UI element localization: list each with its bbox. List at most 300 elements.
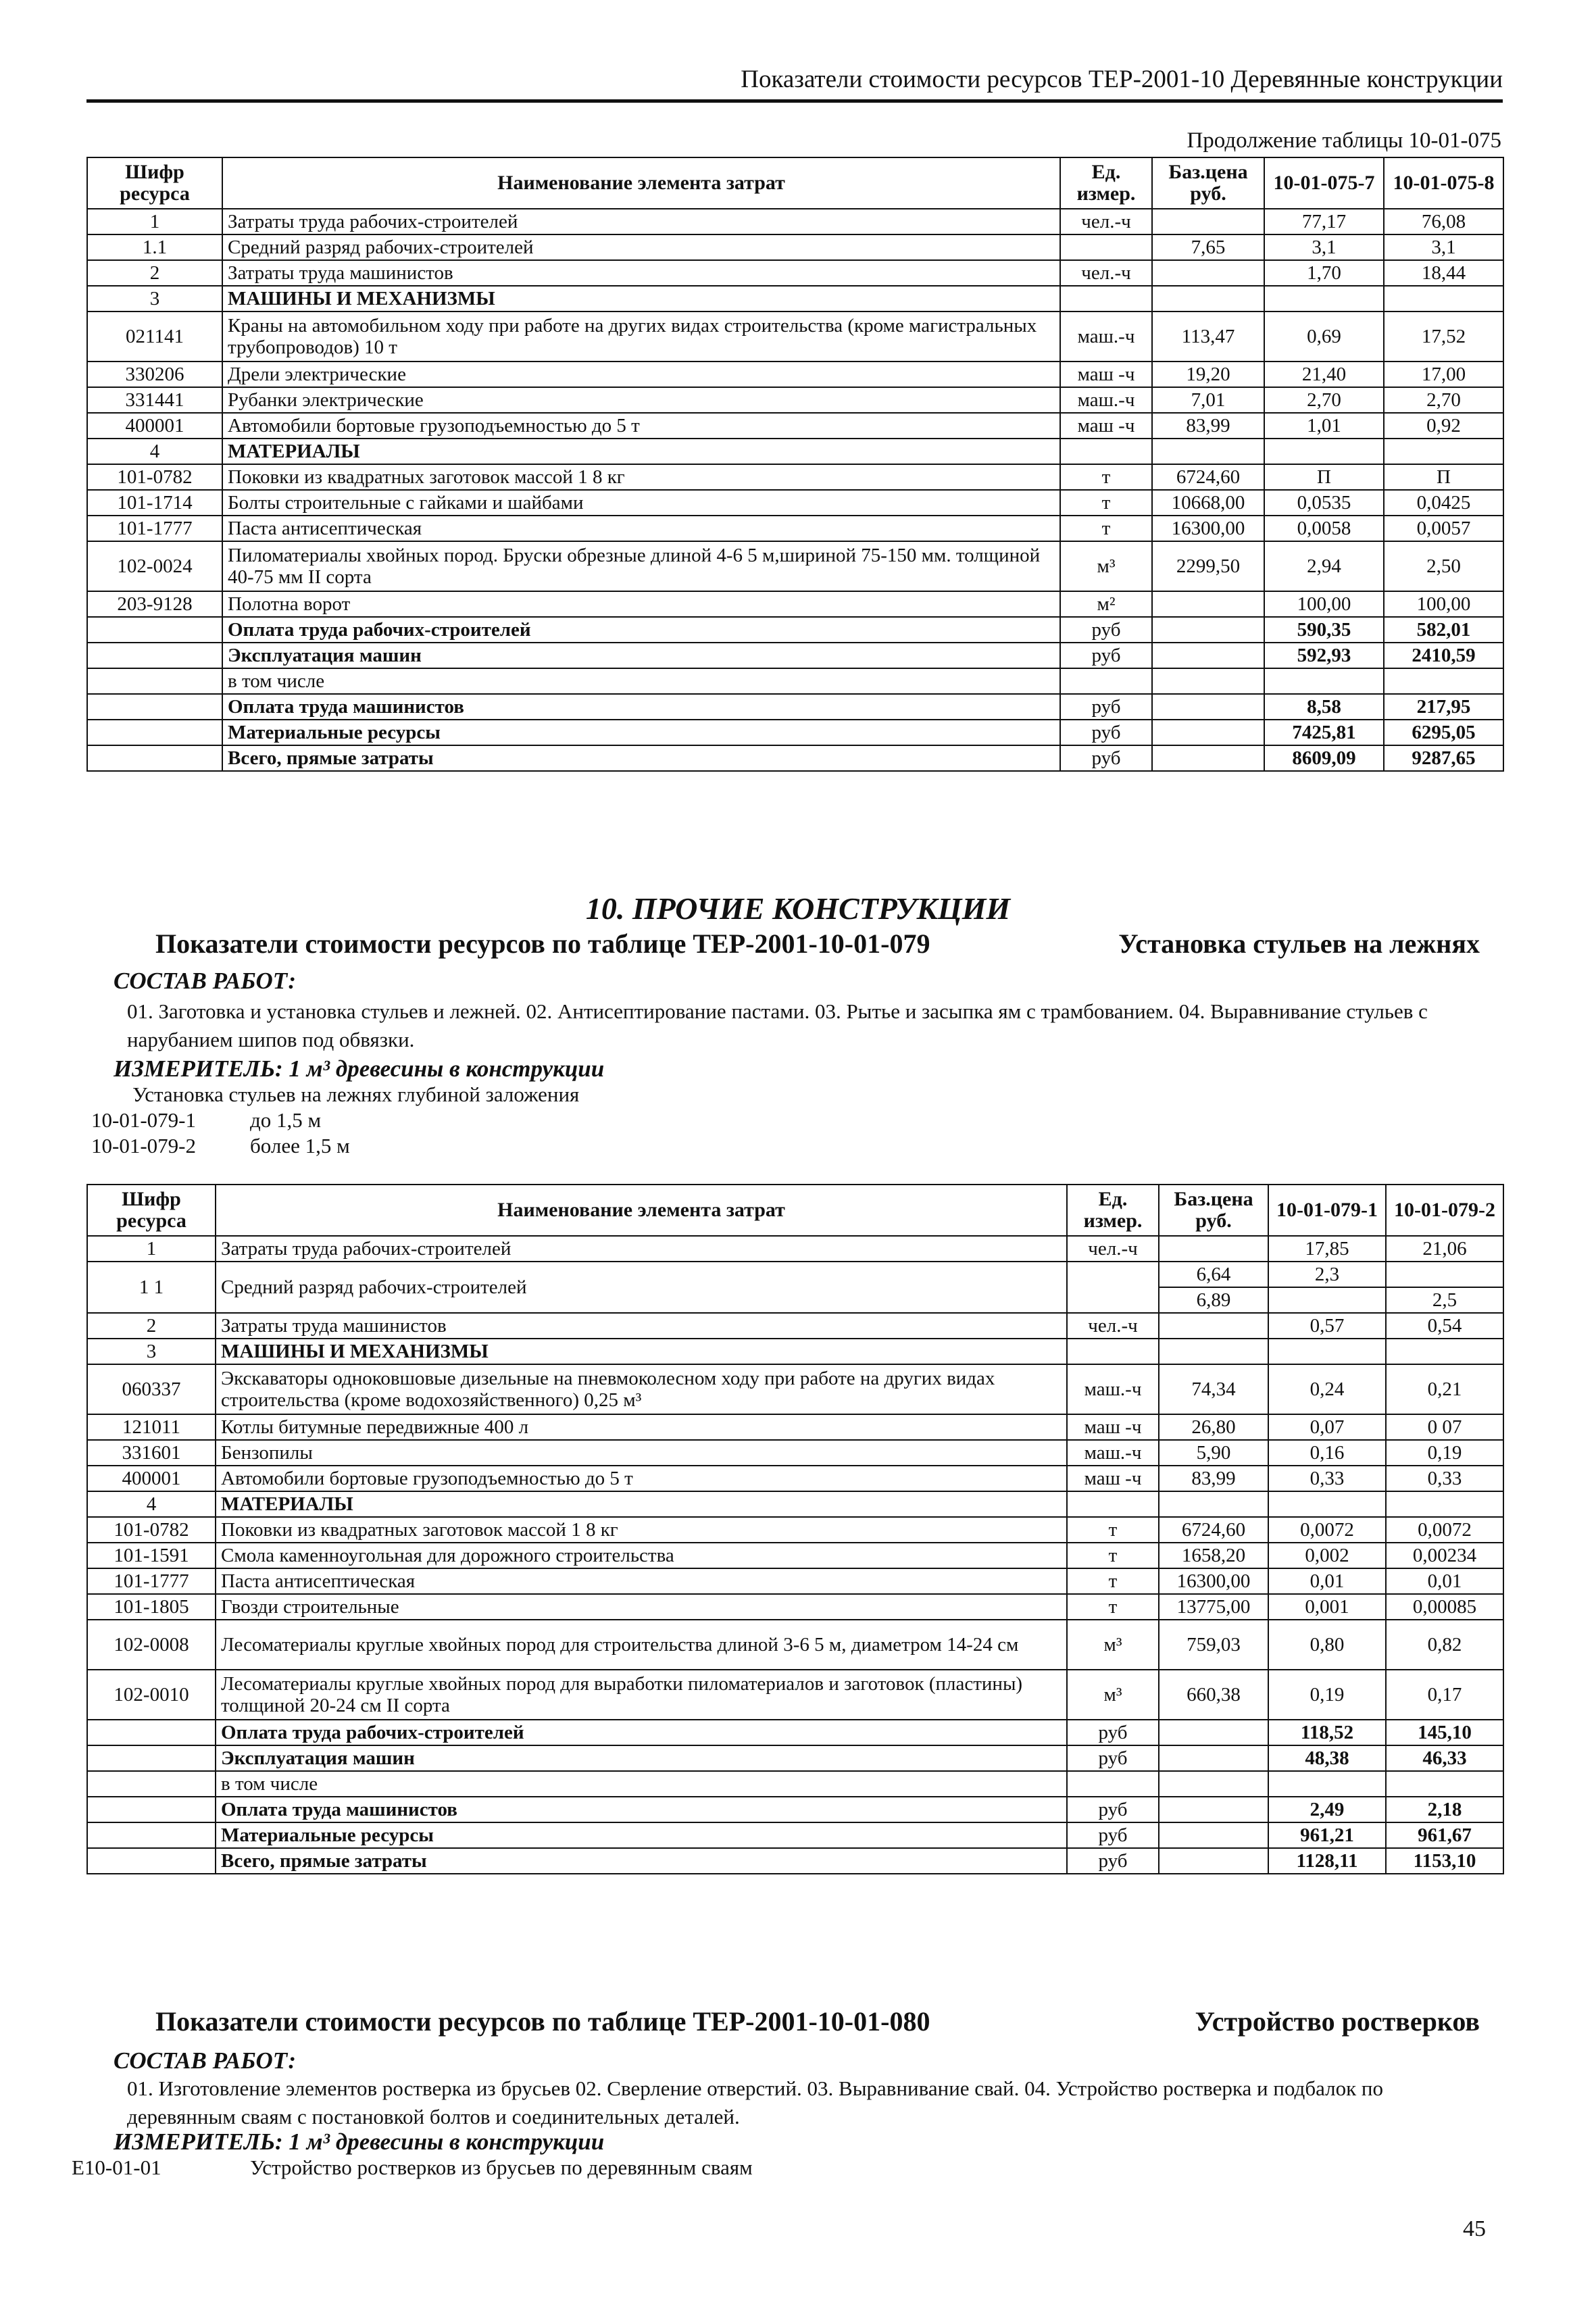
table-cell: 0,21 (1386, 1364, 1503, 1414)
table-cell (1152, 617, 1264, 643)
table-cell (1060, 668, 1152, 694)
table-cell (1159, 1745, 1268, 1771)
table-cell: Автомобили бортовые грузоподъемностью до 5 т (222, 413, 1060, 439)
column-header: Баз.цена руб. (1152, 157, 1264, 209)
table-cell: Паста антисептическая (216, 1568, 1067, 1594)
table-cell (1067, 1262, 1159, 1313)
column-header: Шифр ресурса (87, 1185, 216, 1236)
table-cell (1159, 1797, 1268, 1822)
table-cell: 660,38 (1159, 1670, 1268, 1720)
table-row (87, 260, 1503, 286)
table-cell: МАШИНЫ И МЕХАНИЗМЫ (222, 286, 1060, 312)
table-cell: маш.-ч (1067, 1364, 1159, 1414)
table-cell: 2 (87, 260, 222, 286)
table-cell: 7425,81 (1264, 720, 1384, 745)
table-row (87, 286, 1503, 312)
table-cell: Эксплуатация машин (216, 1745, 1067, 1771)
table-cell (1159, 1848, 1268, 1874)
resource-table-079 (86, 1184, 1504, 1874)
table-cell: 330206 (87, 362, 222, 387)
table-cell: 77,17 (1264, 209, 1384, 234)
table-cell: Затраты труда машинистов (216, 1313, 1067, 1339)
table-cell (1067, 1339, 1159, 1364)
table-cell: 0,0425 (1384, 490, 1503, 516)
table-cell: 2,49 (1268, 1797, 1386, 1822)
table-cell (1159, 1236, 1268, 1262)
table-header-row (87, 157, 1503, 209)
table-cell: 0,0058 (1264, 516, 1384, 541)
table-cell: 331601 (87, 1440, 216, 1466)
table-cell: маш -ч (1060, 413, 1152, 439)
table-cell: 118,52 (1268, 1720, 1386, 1745)
table-cell (1264, 286, 1384, 312)
table-cell: 8,58 (1264, 694, 1384, 720)
table-cell: 13775,00 (1159, 1594, 1268, 1620)
table-row (87, 1543, 1503, 1568)
column-header: Ед. измер. (1067, 1185, 1159, 1236)
table-cell: маш -ч (1067, 1466, 1159, 1491)
table-cell (1152, 694, 1264, 720)
table-cell (1152, 209, 1264, 234)
table-cell (1268, 1771, 1386, 1797)
table-title-text: Показатели стоимости ресурсов по таблице ТЕР-2001-10-01-080 (155, 2006, 930, 2037)
table-cell: 2410,59 (1384, 643, 1503, 668)
table-cell: 10668,00 (1152, 490, 1264, 516)
table-cell: 0,17 (1386, 1670, 1503, 1720)
table-cell: т (1060, 464, 1152, 490)
table-cell: 102-0010 (87, 1670, 216, 1720)
table-cell (1152, 439, 1264, 464)
table-cell: руб (1060, 720, 1152, 745)
table-cell (1159, 1822, 1268, 1848)
table-row (87, 1491, 1503, 1517)
meter-label: ИЗМЕРИТЕЛЬ: 1 м³ древесины в конструкции (114, 1055, 605, 1082)
table-cell: 16300,00 (1159, 1568, 1268, 1594)
table-cell (87, 643, 222, 668)
table-cell (87, 1745, 216, 1771)
table-row (87, 234, 1503, 260)
table-cell: МАШИНЫ И МЕХАНИЗМЫ (216, 1339, 1067, 1364)
column-header: 10-01-075-7 (1264, 157, 1384, 209)
column-header: 10-01-079-1 (1268, 1185, 1386, 1236)
table-row (87, 362, 1503, 387)
table-cell: в том числе (216, 1771, 1067, 1797)
table-cell: м³ (1067, 1620, 1159, 1670)
table-cell: Оплата труда рабочих-строителей (216, 1720, 1067, 1745)
table-cell: 48,38 (1268, 1745, 1386, 1771)
table-row (87, 1720, 1503, 1745)
table-cell: 101-0782 (87, 464, 222, 490)
table-cell: 0,01 (1386, 1568, 1503, 1594)
table-row (87, 541, 1503, 591)
table-cell: Котлы битумные передвижные 400 л (216, 1414, 1067, 1440)
table-row (87, 1414, 1503, 1440)
table-cell (87, 694, 222, 720)
section-title: 10. ПРОЧИЕ КОНСТРУКЦИИ (585, 891, 1011, 926)
table-cell: 0 07 (1386, 1414, 1503, 1440)
table-cell: чел.-ч (1067, 1236, 1159, 1262)
table-cell (1152, 668, 1264, 694)
column-header: Шифр ресурса (87, 157, 222, 209)
work-composition-text: 01. Заготовка и установка стульев и лежней. 02. Антисептирование пастами. 03. Рытье и засыпка ям с трамбованием. 04. Выравнивание стульев с нарубанием шипов под обвязки. (127, 999, 1428, 1052)
table-cell (87, 668, 222, 694)
table-cell: 2,50 (1384, 541, 1503, 591)
table-cell (87, 720, 222, 745)
table-cell (1152, 745, 1264, 771)
table-cell: 83,99 (1159, 1466, 1268, 1491)
table-cell: 76,08 (1384, 209, 1503, 234)
item-text: до 1,5 м (250, 1108, 322, 1132)
table-row (87, 1771, 1503, 1797)
table-cell: 21,06 (1386, 1236, 1503, 1262)
table-cell: 0,00234 (1386, 1543, 1503, 1568)
table-cell: 3,1 (1384, 234, 1503, 260)
table-row (87, 1313, 1503, 1339)
table-cell: 18,44 (1384, 260, 1503, 286)
table-subtitle-text: Установка стульев на лежнях (1118, 928, 1480, 959)
table-cell (1152, 286, 1264, 312)
table-cell (87, 1771, 216, 1797)
table-row (87, 1848, 1503, 1874)
resource-table-075 (86, 157, 1504, 772)
table-cell (1264, 668, 1384, 694)
table-cell: 1153,10 (1386, 1848, 1503, 1874)
table-cell: Затраты труда рабочих-строителей (222, 209, 1060, 234)
table-cell (1060, 234, 1152, 260)
table-row (87, 1797, 1503, 1822)
table-cell (1060, 286, 1152, 312)
table-cell: 400001 (87, 1466, 216, 1491)
table-subtitle-text: Устройство ростверков (1195, 2006, 1480, 2037)
table-cell: Всего, прямые затраты (222, 745, 1060, 771)
table-cell (1067, 1771, 1159, 1797)
table-cell: 6724,60 (1159, 1517, 1268, 1543)
table-cell: Оплата труда машинистов (222, 694, 1060, 720)
table-cell: 2,94 (1264, 541, 1384, 591)
table-cell: Краны на автомобильном ходу при работе на других видах строительства (кроме магистральных трубопроводов) 10 т (222, 312, 1060, 362)
table-cell: 102-0024 (87, 541, 222, 591)
table-cell (1268, 1339, 1386, 1364)
column-header: 10-01-075-8 (1384, 157, 1503, 209)
table-cell (1268, 1287, 1386, 1313)
work-composition-label: СОСТАВ РАБОТ: (114, 2047, 297, 2074)
column-header: Наименование элемента затрат (222, 157, 1060, 209)
table-cell: 0,16 (1268, 1440, 1386, 1466)
table-cell: 0,0535 (1264, 490, 1384, 516)
table-cell (1152, 643, 1264, 668)
table-cell: 101-1714 (87, 490, 222, 516)
table-cell: 6,89 (1159, 1287, 1268, 1313)
table-cell: Экскаваторы одноковшовые дизельные на пневмоколесном ходу при работе на других видах строительства (кроме водохозяйственного) 0,25 м³ (216, 1364, 1067, 1414)
column-header: Ед. измер. (1060, 157, 1152, 209)
table-cell (1159, 1771, 1268, 1797)
table-cell: 0,80 (1268, 1620, 1386, 1670)
table-cell: 1 (87, 209, 222, 234)
table-080-title (155, 2006, 1480, 2037)
table-row (87, 1568, 1503, 1594)
table-cell: 0,54 (1386, 1313, 1503, 1339)
table-cell (87, 1720, 216, 1745)
table-cell: 217,95 (1384, 694, 1503, 720)
table-cell: 3 (87, 286, 222, 312)
table-continuation-note: Продолжение таблицы 10-01-075 (1187, 128, 1501, 153)
table-cell: 203-9128 (87, 591, 222, 617)
table-cell: 0,19 (1268, 1670, 1386, 1720)
table-cell (1067, 1491, 1159, 1517)
table-cell: Лесоматериалы круглые хвойных пород для выработки пиломатериалов и заготовок (пластины) толщиной 20-24 см II сорта (216, 1670, 1067, 1720)
table-cell: 1128,11 (1268, 1848, 1386, 1874)
table-cell (1384, 439, 1503, 464)
table-row (87, 668, 1503, 694)
table-cell: Материальные ресурсы (216, 1822, 1067, 1848)
table-cell: П (1384, 464, 1503, 490)
table-cell: 17,85 (1268, 1236, 1386, 1262)
table-cell: в том числе (222, 668, 1060, 694)
table-cell: 590,35 (1264, 617, 1384, 643)
table-row (87, 387, 1503, 413)
column-header: Наименование элемента затрат (216, 1185, 1067, 1236)
table-row (87, 413, 1503, 439)
table-cell: маш -ч (1060, 362, 1152, 387)
table-row (87, 694, 1503, 720)
table-cell: м³ (1060, 541, 1152, 591)
table-cell: 2,18 (1386, 1797, 1503, 1822)
table-cell: 2,5 (1386, 1287, 1503, 1313)
table-cell (1060, 439, 1152, 464)
table-cell: 6,64 (1159, 1262, 1268, 1287)
table-cell: 101-1805 (87, 1594, 216, 1620)
table-cell: Средний разряд рабочих-строителей (222, 234, 1060, 260)
table-cell: 17,00 (1384, 362, 1503, 387)
table-row (87, 1822, 1503, 1848)
table-cell: 7,65 (1152, 234, 1264, 260)
table-cell: 101-1591 (87, 1543, 216, 1568)
table-cell: чел.-ч (1060, 260, 1152, 286)
table-cell: 16300,00 (1152, 516, 1264, 541)
table-cell (1386, 1771, 1503, 1797)
table-row (87, 1236, 1503, 1262)
column-header: 10-01-079-2 (1386, 1185, 1503, 1236)
table-cell (87, 745, 222, 771)
table-cell: руб (1067, 1797, 1159, 1822)
table-row (87, 1594, 1503, 1620)
table-cell: 46,33 (1386, 1745, 1503, 1771)
table-cell: МАТЕРИАЛЫ (216, 1491, 1067, 1517)
table-cell: 1,70 (1264, 260, 1384, 286)
table-cell: Поковки из квадратных заготовок массой 1 8 кг (222, 464, 1060, 490)
table-cell: 19,20 (1152, 362, 1264, 387)
table-cell: 0,002 (1268, 1543, 1386, 1568)
table-cell: 9287,65 (1384, 745, 1503, 771)
table-cell: т (1060, 490, 1152, 516)
table-cell: 2 (87, 1313, 216, 1339)
table-cell: 113,47 (1152, 312, 1264, 362)
table-cell: 0,0057 (1384, 516, 1503, 541)
item-text: более 1,5 м (250, 1134, 350, 1158)
table-row (87, 745, 1503, 771)
work-composition-text: 01. Изготовление элементов ростверка из брусьев 02. Сверление отверстий. 03. Выравнивание свай. 04. Устройство ростверка и подбалок по деревянным сваям с постановкой болтов и соединительных деталей. (127, 2076, 1384, 2129)
table-cell: 582,01 (1384, 617, 1503, 643)
table-cell: 101-1777 (87, 516, 222, 541)
table-row (87, 1262, 1503, 1287)
table-cell: П (1264, 464, 1384, 490)
table-cell: 1.1 (87, 234, 222, 260)
table-cell (1268, 1491, 1386, 1517)
table-cell: 3,1 (1264, 234, 1384, 260)
table-cell: 2,70 (1264, 387, 1384, 413)
table-cell: 4 (87, 439, 222, 464)
table-cell: Всего, прямые затраты (216, 1848, 1067, 1874)
table-cell: 1 (87, 1236, 216, 1262)
table-cell (1152, 260, 1264, 286)
table-cell: Оплата труда машинистов (216, 1797, 1067, 1822)
table-cell: Смола каменноугольная для дорожного строительства (216, 1543, 1067, 1568)
table-cell: Бензопилы (216, 1440, 1067, 1466)
table-row (87, 1364, 1503, 1414)
meter-label: ИЗМЕРИТЕЛЬ: 1 м³ древесины в конструкции (114, 2129, 605, 2155)
table-cell: Паста антисептическая (222, 516, 1060, 541)
table-cell: 1 1 (87, 1262, 216, 1313)
table-row (87, 464, 1503, 490)
table-cell: 0,001 (1268, 1594, 1386, 1620)
table-cell: МАТЕРИАЛЫ (222, 439, 1060, 464)
table-cell: Оплата труда рабочих-строителей (222, 617, 1060, 643)
table-cell (1264, 439, 1384, 464)
column-header: Баз.цена руб. (1159, 1185, 1268, 1236)
table-row (87, 1440, 1503, 1466)
table-cell (1386, 1491, 1503, 1517)
table-cell: 102-0008 (87, 1620, 216, 1670)
table-cell: т (1067, 1568, 1159, 1594)
table-cell (1384, 286, 1503, 312)
table-cell: 0,19 (1386, 1440, 1503, 1466)
table-row (87, 312, 1503, 362)
table-header-row (87, 1185, 1503, 1236)
table-description: Установка стульев на лежнях глубиной заложения (132, 1082, 580, 1106)
table-cell: 0,0072 (1386, 1517, 1503, 1543)
table-row (87, 1466, 1503, 1491)
table-cell: 961,21 (1268, 1822, 1386, 1848)
table-cell: т (1067, 1517, 1159, 1543)
table-cell: 2299,50 (1152, 541, 1264, 591)
table-cell: маш -ч (1067, 1414, 1159, 1440)
table-cell (87, 617, 222, 643)
work-composition-label: СОСТАВ РАБОТ: (114, 968, 297, 994)
table-cell: Эксплуатация машин (222, 643, 1060, 668)
table-cell: 3 (87, 1339, 216, 1364)
page-number: 45 (1463, 2216, 1486, 2241)
table-cell: 2,3 (1268, 1262, 1386, 1287)
table-cell: 0,57 (1268, 1313, 1386, 1339)
table-cell: 060337 (87, 1364, 216, 1414)
table-row (87, 1620, 1503, 1670)
table-cell: Поковки из квадратных заготовок массой 1 8 кг (216, 1517, 1067, 1543)
table-cell: 21,40 (1264, 362, 1384, 387)
table-row (87, 720, 1503, 745)
table-cell: чел.-ч (1060, 209, 1152, 234)
table-cell: 7,01 (1152, 387, 1264, 413)
table-cell: руб (1060, 745, 1152, 771)
item-code: 10-01-079-2 (91, 1134, 196, 1158)
table-cell: т (1067, 1594, 1159, 1620)
table-cell (1152, 591, 1264, 617)
table-cell: 1,01 (1264, 413, 1384, 439)
table-cell: м³ (1067, 1670, 1159, 1720)
running-header: Показатели стоимости ресурсов ТЕР-2001-10 Деревянные конструкции (86, 65, 1503, 103)
table-cell: Затраты труда рабочих-строителей (216, 1236, 1067, 1262)
table-cell: Затраты труда машинистов (222, 260, 1060, 286)
table-cell (1384, 668, 1503, 694)
table-cell: 0,24 (1268, 1364, 1386, 1414)
table-row (87, 1339, 1503, 1364)
table-cell: 8609,09 (1264, 745, 1384, 771)
table-cell: Автомобили бортовые грузоподъемностью до 5 т (216, 1466, 1067, 1491)
table-cell: 759,03 (1159, 1620, 1268, 1670)
table-cell: чел.-ч (1067, 1313, 1159, 1339)
table-cell: маш.-ч (1060, 387, 1152, 413)
table-cell: 100,00 (1384, 591, 1503, 617)
table-cell: 021141 (87, 312, 222, 362)
table-cell: 6295,05 (1384, 720, 1503, 745)
table-cell: руб (1067, 1822, 1159, 1848)
table-cell: 101-0782 (87, 1517, 216, 1543)
table-cell: 0,69 (1264, 312, 1384, 362)
table-cell: руб (1067, 1745, 1159, 1771)
item-text: Устройство ростверков из брусьев по деревянным сваям (250, 2156, 753, 2179)
table-cell: 961,67 (1386, 1822, 1503, 1848)
table-cell (1386, 1262, 1503, 1287)
table-cell: 100,00 (1264, 591, 1384, 617)
table-row (87, 1745, 1503, 1771)
table-cell: 0,92 (1384, 413, 1503, 439)
table-cell (1386, 1339, 1503, 1364)
table-cell: Рубанки электрические (222, 387, 1060, 413)
table-cell: Дрели электрические (222, 362, 1060, 387)
table-cell: 26,80 (1159, 1414, 1268, 1440)
table-cell: руб (1067, 1848, 1159, 1874)
table-cell: 101-1777 (87, 1568, 216, 1594)
table-row (87, 516, 1503, 541)
table-cell (87, 1848, 216, 1874)
table-title-text: Показатели стоимости ресурсов по таблице ТЕР-2001-10-01-079 (155, 928, 930, 959)
table-cell: 592,93 (1264, 643, 1384, 668)
table-cell: 0,0072 (1268, 1517, 1386, 1543)
table-row (87, 591, 1503, 617)
table-cell: 0,00085 (1386, 1594, 1503, 1620)
table-cell: 5,90 (1159, 1440, 1268, 1466)
table-cell: м² (1060, 591, 1152, 617)
table-cell (1152, 720, 1264, 745)
table-cell: маш.-ч (1060, 312, 1152, 362)
table-row (87, 1670, 1503, 1720)
table-cell: 0,33 (1268, 1466, 1386, 1491)
table-cell: 6724,60 (1152, 464, 1264, 490)
table-cell: 74,34 (1159, 1364, 1268, 1414)
table-cell: Лесоматериалы круглые хвойных пород для строительства длиной 3-6 5 м, диаметром 14-24 см (216, 1620, 1067, 1670)
table-cell (87, 1822, 216, 1848)
table-cell: 400001 (87, 413, 222, 439)
table-cell: руб (1067, 1720, 1159, 1745)
table-cell (1159, 1339, 1268, 1364)
table-cell: Полотна ворот (222, 591, 1060, 617)
table-row (87, 1517, 1503, 1543)
table-cell: т (1060, 516, 1152, 541)
table-cell (1159, 1491, 1268, 1517)
table-cell: 1658,20 (1159, 1543, 1268, 1568)
table-row (87, 439, 1503, 464)
table-cell: 2,70 (1384, 387, 1503, 413)
table-079-title (155, 928, 1480, 960)
